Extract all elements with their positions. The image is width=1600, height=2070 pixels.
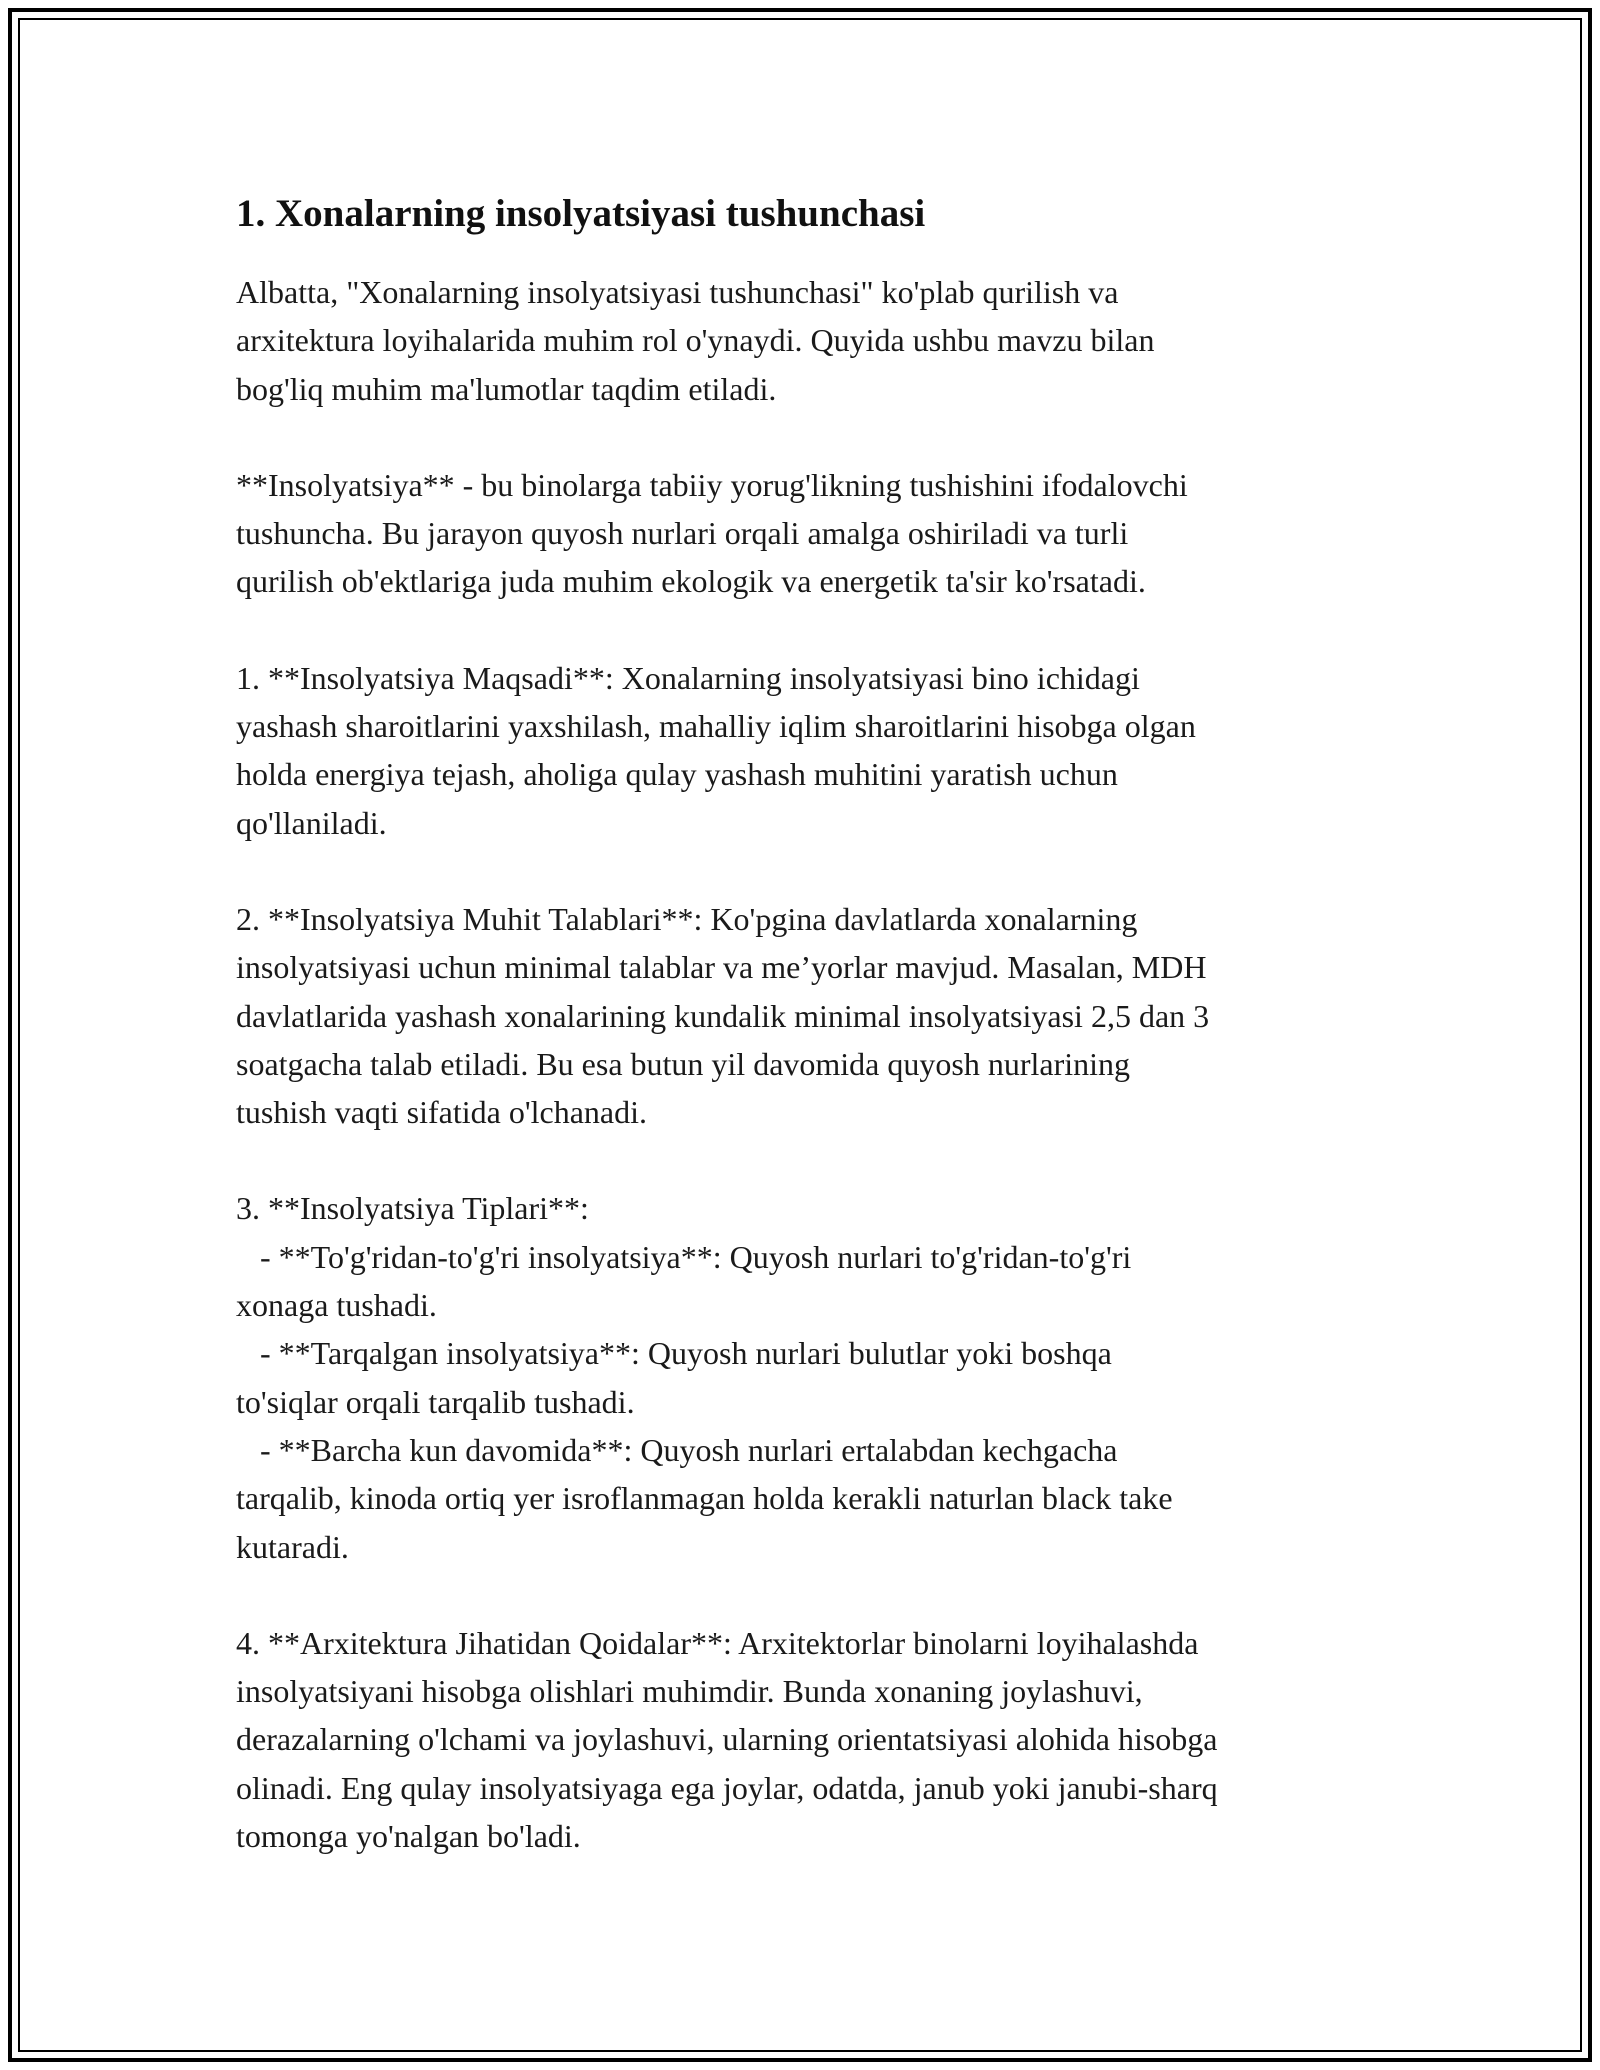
paragraph-line: insolyatsiyasi uchun minimal talablar va me’yorlar mavjud. Masalan, MDH bbox=[236, 949, 1207, 986]
paragraph-line: derazalarning o'lchami va joylashuvi, ularning orientatsiyasi alohida hisobga bbox=[236, 1721, 1218, 1758]
document-title: 1. Xonalarning insolyatsiyasi tushunchasi bbox=[236, 192, 926, 235]
paragraph-line: 2. **Insolyatsiya Muhit Talablari**: Ko'pgina davlatlarda xonalarning bbox=[236, 900, 1138, 937]
paragraph-line: kutaradi. bbox=[236, 1528, 349, 1565]
paragraph-line: xonaga tushadi. bbox=[236, 1287, 437, 1324]
paragraph-line: davlatlarida yashash xonalarining kundalik minimal insolyatsiyasi 2,5 dan 3 bbox=[236, 997, 1210, 1034]
paragraph-line: to'siqlar orqali tarqalib tushadi. bbox=[236, 1383, 635, 1420]
paragraph-line: qo'llaniladi. bbox=[236, 804, 387, 841]
paragraph-line: 1. **Insolyatsiya Maqsadi**: Xonalarning insolyatsiyasi bino ichidagi bbox=[236, 659, 1140, 696]
paragraph-line: - **To'g'ridan-to'g'ri insolyatsiya**: Quyosh nurlari to'g'ridan-to'g'ri bbox=[236, 1238, 1132, 1275]
paragraph-line: qurilish ob'ektlariga juda muhim ekologik va energetik ta'sir ko'rsatadi. bbox=[236, 563, 1146, 600]
paragraph-line: holda energiya tejash, aholiga qulay yashash muhitini yaratish uchun bbox=[236, 756, 1118, 793]
paragraph-line: yashash sharoitlarini yaxshilash, mahalliy iqlim sharoitlarini hisobga olgan bbox=[236, 708, 1196, 745]
paragraph-line: **Insolyatsiya** - bu binolarga tabiiy yorug'likning tushishini ifodalovchi bbox=[236, 466, 1188, 503]
document-body bbox=[236, 188, 1376, 1908]
paragraph bbox=[236, 461, 1376, 606]
paragraph bbox=[236, 268, 1376, 413]
paragraph-line: tomonga yo'nalgan bo'ladi. bbox=[236, 1818, 581, 1855]
paragraph-line: - **Barcha kun davomida**: Quyosh nurlari ertalabdan kechgacha bbox=[236, 1431, 1118, 1468]
paragraph bbox=[236, 1619, 1376, 1860]
paragraph-list bbox=[236, 268, 1376, 1860]
paragraph-line: arxitektura loyihalarida muhim rol o'ynaydi. Quyida ushbu mavzu bilan bbox=[236, 322, 1155, 359]
paragraph-line: 3. **Insolyatsiya Tiplari**: bbox=[236, 1190, 589, 1227]
paragraph-line: bog'liq muhim ma'lumotlar taqdim etiladi. bbox=[236, 370, 777, 407]
paragraph-line: tushuncha. Bu jarayon quyosh nurlari orqali amalga oshiriladi va turli bbox=[236, 515, 1129, 552]
paragraph bbox=[236, 895, 1376, 1136]
paragraph-line: olinadi. Eng qulay insolyatsiyaga ega joylar, odatda, janub yoki janubi-sharq bbox=[236, 1769, 1218, 1806]
paragraph-line: soatgacha talab etiladi. Bu esa butun yil davomida quyosh nurlarining bbox=[236, 1045, 1131, 1082]
paragraph-line: Albatta, "Xonalarning insolyatsiyasi tushunchasi" ko'plab qurilish va bbox=[236, 274, 1119, 310]
paragraph-line: tushish vaqti sifatida o'lchanadi. bbox=[236, 1094, 648, 1131]
paragraph bbox=[236, 654, 1376, 847]
paragraph-line: tarqalib, kinoda ortiq yer isroflanmagan holda kerakli naturlan black take bbox=[236, 1480, 1173, 1517]
paragraph-line: - **Tarqalgan insolyatsiya**: Quyosh nurlari bulutlar yoki boshqa bbox=[236, 1335, 1112, 1372]
paragraph-line: insolyatsiyani hisobga olishlari muhimdir. Bunda xonaning joylashuvi, bbox=[236, 1673, 1143, 1710]
paragraph-line: 4. **Arxitektura Jihatidan Qoidalar**: Arxitektorlar binolarni loyihalashda bbox=[236, 1624, 1199, 1661]
paragraph bbox=[236, 1184, 1376, 1570]
